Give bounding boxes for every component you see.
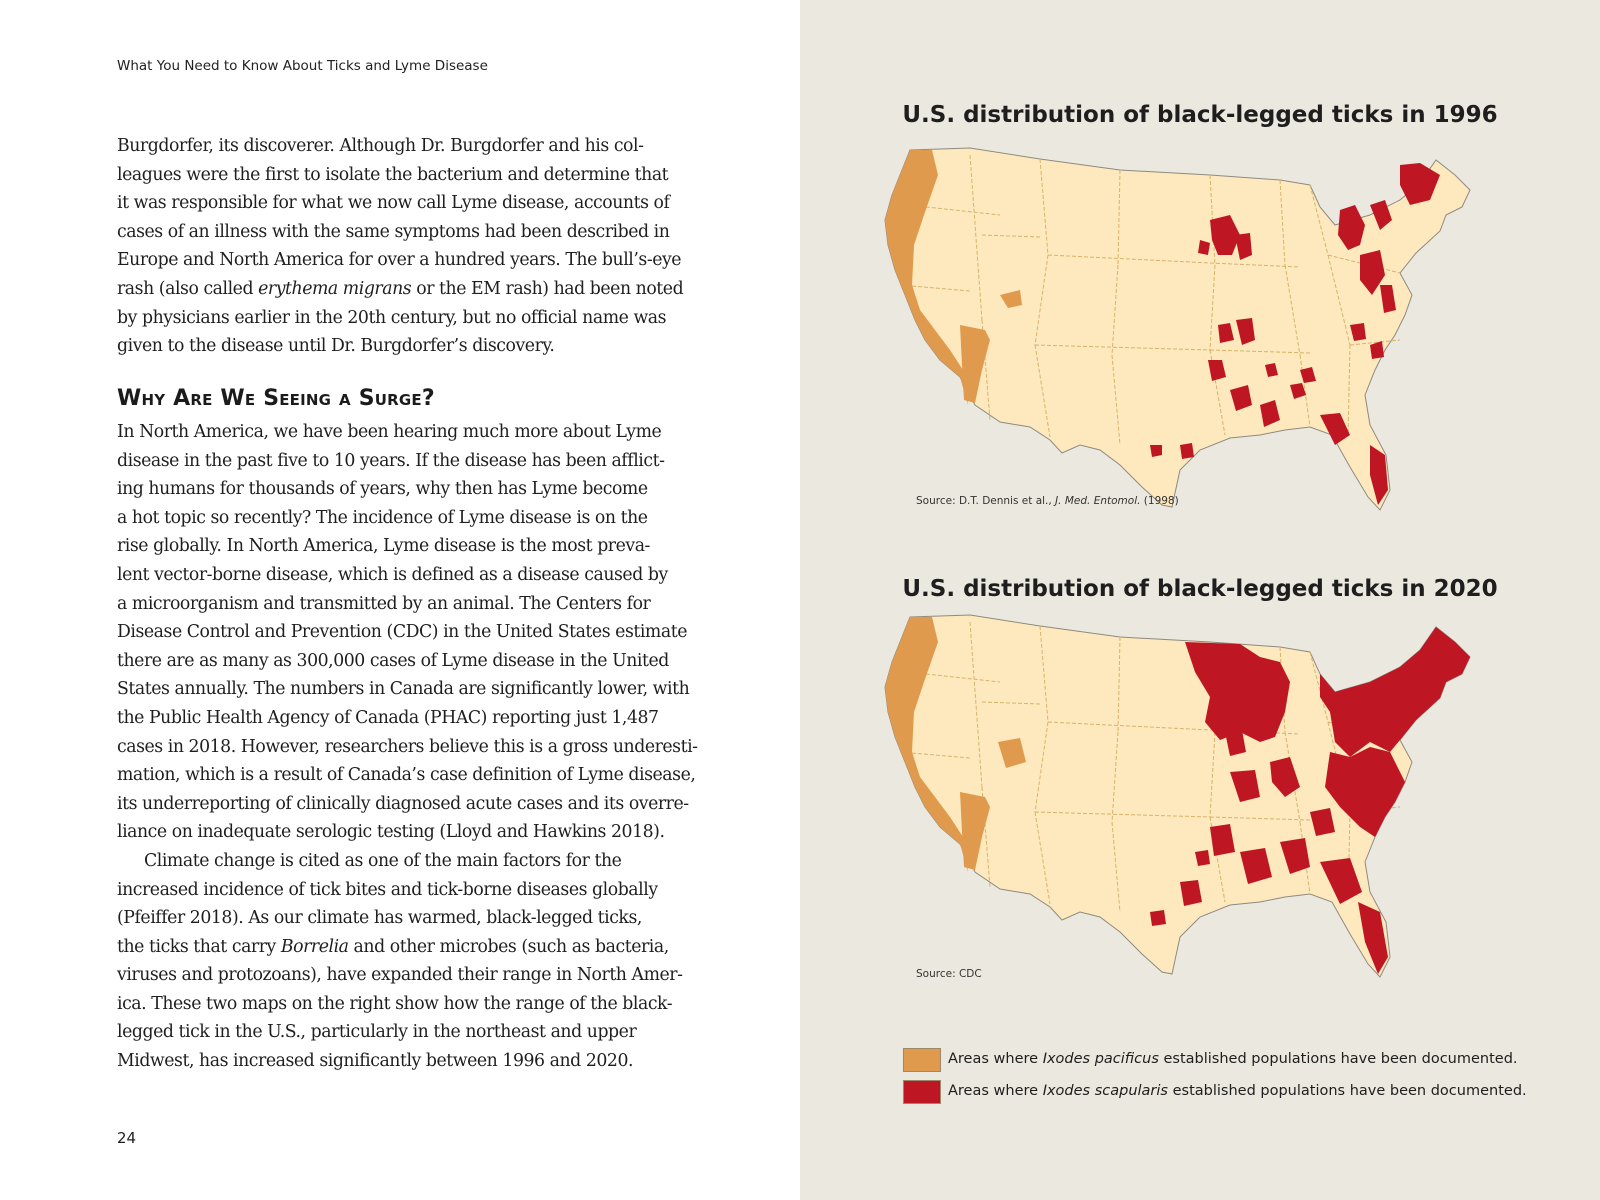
text-line: ica. These two maps on the right show how the range of the black-	[117, 993, 673, 1014]
text-line: the ticks that carry Borrelia and other microbes (such as bacteria,	[117, 936, 669, 957]
map-source-1996: Source: D.T. Dennis et al., J. Med. Entomol. (1998)	[916, 495, 1179, 507]
legend-swatch-pacificus	[903, 1048, 941, 1072]
paragraph-surge	[117, 418, 698, 1076]
text-line: ing humans for thousands of years, why then has Lyme become	[117, 479, 648, 500]
running-head: What You Need to Know About Ticks and Lyme Disease	[117, 58, 488, 74]
text-line: Midwest, has increased significantly between 1996 and 2020.	[117, 1051, 634, 1072]
text-line: mation, which is a result of Canada’s case definition of Lyme disease,	[117, 765, 696, 786]
italic-term: Borrelia	[280, 936, 349, 957]
text-line: States annually. The numbers in Canada are significantly lower, with	[117, 679, 690, 700]
text-line: Burgdorfer, its discoverer. Although Dr. Burgdorfer and his col-	[117, 136, 644, 156]
map-source-2020: Source: CDC	[916, 968, 982, 980]
legend-label-pacificus: Areas where Ixodes pacificus established populations have been documented.	[948, 1051, 1518, 1067]
text-line: In North America, we have been hearing much more about Lyme	[117, 422, 662, 442]
text-line: its underreporting of clinically diagnosed acute cases and its overre-	[117, 793, 689, 814]
text-line: the Public Health Agency of Canada (PHAC) reporting just 1,487	[117, 707, 659, 728]
text-line: it was responsible for what we now call Lyme disease, accounts of	[117, 193, 670, 214]
text-line: a microorganism and transmitted by an animal. The Centers for	[117, 593, 651, 614]
text-line: there are as many as 300,000 cases of Lyme disease in the United	[117, 650, 669, 671]
text-line: rash (also called erythema migrans or the EM rash) had been noted	[117, 278, 684, 299]
text-line: viruses and protozoans), have expanded their range in North Amer-	[117, 965, 683, 986]
page-number: 24	[117, 1129, 137, 1147]
map-title-2020: U.S. distribution of black-legged ticks in 2020	[902, 576, 1498, 602]
text-line: Climate change is cited as one of the main factors for the	[144, 850, 622, 871]
legend-label-scapularis: Areas where Ixodes scapularis established populations have been documented.	[948, 1083, 1527, 1099]
text-line: by physicians earlier in the 20th century, but no official name was	[117, 307, 667, 328]
text-line: legged tick in the U.S., particularly in the northeast and upper	[117, 1022, 637, 1043]
text-line: leagues were the first to isolate the bacterium and determine that	[117, 164, 669, 185]
legend-swatch-scapularis	[903, 1080, 941, 1104]
section-heading: Why Are We Seeing a Surge?	[117, 386, 435, 411]
text-line: a hot topic so recently? The incidence of Lyme disease is on the	[117, 507, 648, 528]
text-line: (Pfeiffer 2018). As our climate has warmed, black-legged ticks,	[117, 908, 642, 929]
text-line: disease in the past five to 10 years. If the disease has been afflict-	[117, 450, 665, 471]
text-line: cases in 2018. However, researchers believe this is a gross underesti-	[117, 736, 698, 757]
text-line: increased incidence of tick bites and tick-borne diseases globally	[117, 879, 658, 900]
paragraph-intro	[117, 132, 687, 361]
text-line: lent vector-borne disease, which is defined as a disease caused by	[117, 564, 668, 585]
map-title-1996: U.S. distribution of black-legged ticks in 1996	[902, 102, 1498, 128]
us-map-1996	[880, 145, 1520, 535]
text-line: Europe and North America for over a hundred years. The bull’s-eye	[117, 250, 682, 271]
text-line: rise globally. In North America, Lyme disease is the most preva-	[117, 536, 650, 557]
text-line: Disease Control and Prevention (CDC) in the United States estimate	[117, 622, 687, 643]
italic-term: erythema migrans	[258, 278, 412, 299]
text-line: liance on inadequate serologic testing (Lloyd and Hawkins 2018).	[117, 822, 665, 843]
text-line: cases of an illness with the same symptoms had been described in	[117, 221, 670, 242]
text-line: given to the disease until Dr. Burgdorfer’s discovery.	[117, 336, 555, 357]
us-map-2020	[880, 612, 1520, 1002]
